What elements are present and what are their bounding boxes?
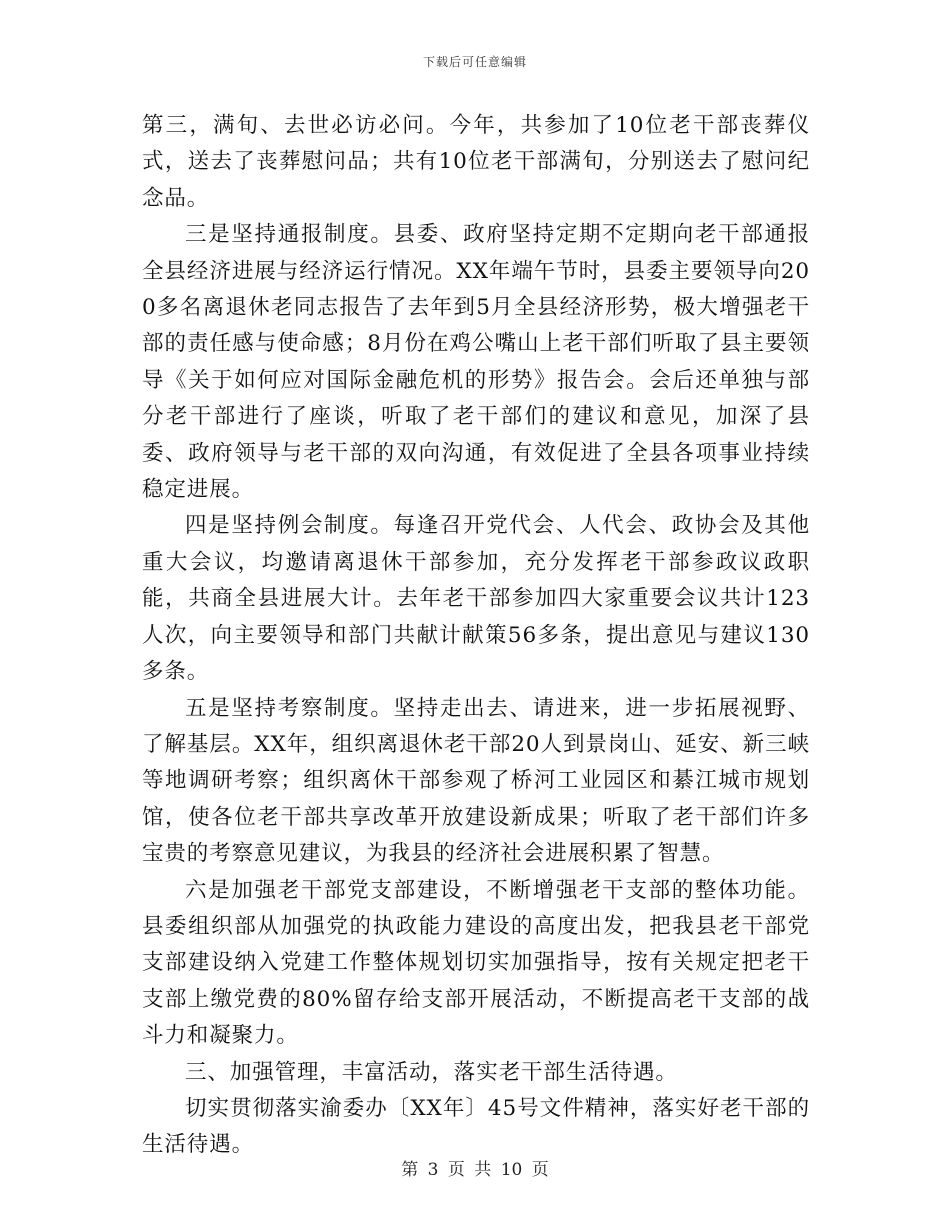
page-number-footer: 第 3 页 共 10 页	[401, 1160, 549, 1180]
paragraph: 五是坚持考察制度。坚持走出去、请进来，进一步拓展视野、了解基层。XX年，组织离退休老干部20人到景岗山、延安、新三峡等地调研考察；组织离休干部参观了桥河工业园区和綦江城市规划馆，使各位老干部共享改革开放建设新成果；听取了老干部们许多宝贵的考察意见建议，为我县的经济社会进展积累了智慧。	[142, 695, 810, 867]
paragraph: 第三，满旬、去世必访必问。今年，共参加了10位老干部丧葬仪式，送去了丧葬慰问品；共有10位老干部满旬，分别送去了慰问纪念品。	[142, 113, 810, 211]
header-note: 下载后可任意编辑	[422, 55, 527, 69]
paragraph: 六是加强老干部党支部建设，不断增强老干支部的整体功能。县委组织部从加强党的执政能力建设的高度出发，把我县老干部党支部建设纳入党建工作整体规划切实加强指导，按有关规定把老干支部上缴党费的80%留存给支部开展活动，不断提高老干支部的战斗力和凝聚力。	[142, 877, 810, 1049]
section-heading: 三、加强管理，丰富活动，落实老干部生活待遇。	[185, 1059, 678, 1085]
paragraph: 三是坚持通报制度。县委、政府坚持定期不定期向老干部通报全县经济进展与经济运行情况。XX年端午节时，县委主要领导向200多名离退休老同志报告了去年到5月全县经济形势，极大增强老干部的责任感与使命感；8月份在鸡公嘴山上老干部们听取了县主要领导《关于如何应对国际金融危机的形势》报告会。会后还单独与部分老干部进行了座谈，听取了老干部们的建议和意见，加深了县委、政府领导与老干部的双向沟通，有效促进了全县各项事业持续稳定进展。	[142, 222, 810, 503]
paragraph: 切实贯彻落实渝委办〔XX年〕45号文件精神，落实好老干部的生活待遇。	[142, 1095, 810, 1158]
paragraph: 四是坚持例会制度。每逢召开党代会、人代会、政协会及其他重大会议，均邀请离退休干部参加，充分发挥老干部参政议政职能，共商全县进展大计。去年老干部参加四大家重要会议共计123人次，向主要领导和部门共献计献策56多条，提出意见与建议130多条。	[142, 513, 810, 685]
body-text	[142, 108, 810, 1164]
